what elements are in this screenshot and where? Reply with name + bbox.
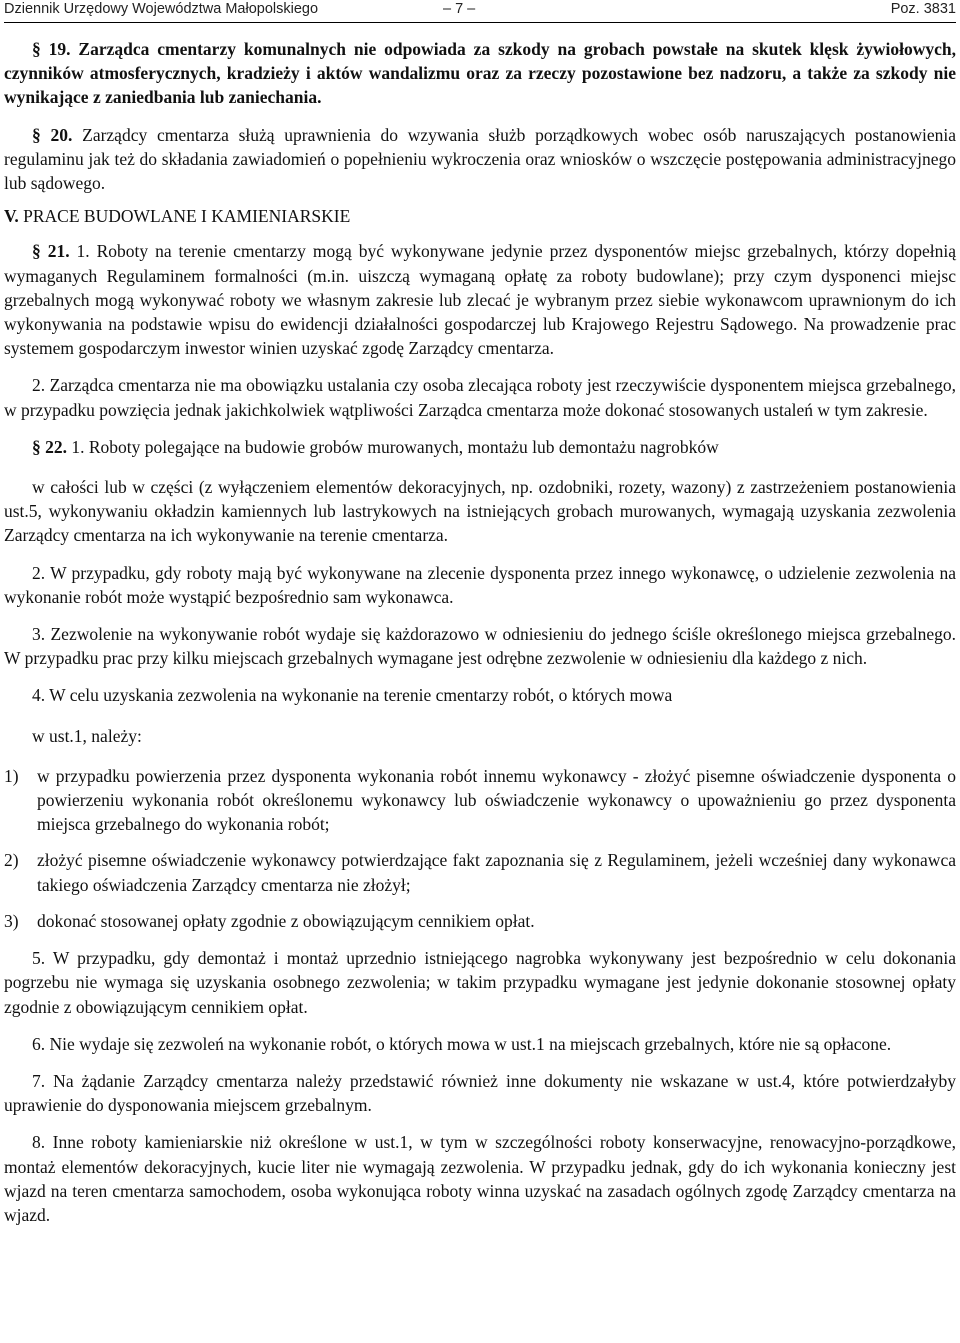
paragraph-21-1-text: 1. Roboty na terenie cmentarzy mogą być wykonywane jedynie przez dysponentów miejsc grzebalnych, którzy dopełnią wymaganych Regulaminem formalności (m.in. uiszczą wymaganą opłatę za roboty budowlane); przy czym dysponenci miejsc grzebalnych mogą wykonywać roboty we własnym zakresie lub zlecać je wybranym przez siebie wykonawcom uprawnionym do ich wykonywania na podstawie wpisu do ewidencji działalności gospodarczej lub Krajowego Rejestru Sądowego. Na prowadzenie prac systemem gospodarczym inwestor winien uzyskać zgodę Zarządcy cmentarza.	[4, 241, 957, 359]
list-item-number: 3)	[4, 910, 19, 931]
list-item-number: 2)	[4, 850, 19, 871]
paragraph-19-number: § 19.	[32, 39, 71, 59]
paragraph-22-1a	[4, 435, 956, 459]
paragraph-21-2: 2. Zarządca cmentarza nie ma obowiązku ustalania czy osoba zlecająca roboty jest rzeczywiście dysponentem miejsca grzebalnego, w przypadku powzięcia jednak jakichkolwiek wątpliwości Zarządca cmentarza może dokonać stosowanych ustaleń w tym zakresie.	[4, 375, 956, 420]
document-body	[4, 37, 956, 1227]
paragraph-21-number: § 21.	[32, 241, 70, 262]
list-item-text: w przypadku powierzenia przez dysponenta wykonania robót innemu wykonawcy - złożyć pisemne oświadczenie dysponenta o powierzeniu wykonania robót określonemu wykonawcy lub oświadczenie wykonawcy o upoważnieniu go przez dysponenta miejsca grzebalnego do wykonania robót;	[37, 765, 956, 835]
section-title: PRACE BUDOWLANE I KAMIENIARSKIE	[23, 206, 351, 227]
list-item-text: złożyć pisemne oświadczenie wykonawcy potwierdzające fakt zapoznania się z Regulaminem, jeżeli wcześniej dany wykonawca takiego oświadczenia Zarządcy cmentarza nie złożył;	[37, 850, 956, 895]
paragraph-22-5: 5. W przypadku, gdy demontaż i montaż uprzednio istniejącego nagrobka wykonywany jest bezpośrednio w celu dokonania pogrzebu nie wymaga się uzyskania osobnego zezwolenia; w takim przypadku wymagane jest jedynie dokonanie stosownej opłaty zgodnie z obowiązującym cennikiem opłat.	[4, 948, 956, 1017]
list-item-text: dokonać stosowanej opłaty zgodnie z obowiązującym cennikiem opłat.	[37, 910, 535, 931]
paragraph-20	[4, 123, 956, 196]
list-item	[4, 764, 956, 837]
section-heading	[4, 204, 956, 228]
paragraph-22-2: 2. W przypadku, gdy roboty mają być wykonywane na zlecenie dysponenta przez innego wykonawcę, o udzielenie zezwolenia na wykonanie robót może wystąpić bezpośrednio sam wykonawca.	[4, 562, 956, 607]
paragraph-22-number: § 22.	[32, 436, 67, 457]
paragraph-22-3: 3. Zezwolenie na wykonywanie robót wydaje się każdorazowo w odniesieniu do jednego ściśle określonego miejsca grzebalnego. W przypadku prac przy kilku miejscach grzebalnych wymagane jest odrębne zezwolenie w odniesieniu dla każdego z nich.	[4, 624, 956, 669]
paragraph-22-4b: w ust.1, należy:	[32, 725, 142, 746]
paragraph-19-text: Zarządca cmentarzy komunalnych nie odpowiada za szkody na grobach powstałe na skutek klęsk żywiołowych, czynników atmosferycznych, kradzieży i aktów wandalizmu oraz za rzeczy pozostawione bez nadzoru, a także za szkody nie wynikające z zaniedbania lub zaniechania.	[4, 39, 957, 108]
page-number: – 7 –	[443, 1, 476, 17]
journal-title: Dziennik Urzędowy Województwa Małopolskiego	[4, 1, 319, 17]
paragraph-20-text: Zarządcy cmentarza służą uprawnienia do wzywania służb porządkowych wobec osób naruszających postanowienia regulaminu jak też do składania zawiadomień o popełnieniu wykroczenia oraz wniosków o wszczęcie postępowania administracyjnego lub sądowego.	[4, 124, 957, 194]
paragraph-20-number: § 20.	[32, 124, 73, 145]
paragraph-19	[4, 37, 956, 110]
paragraph-22-6: 6. Nie wydaje się zezwoleń na wykonanie robót, o których mowa w ust.1 na miejscach grzebalnych, które nie są opłacone.	[32, 1033, 892, 1054]
list-item	[4, 909, 956, 933]
position-number: Poz. 3831	[890, 1, 956, 17]
list-item	[4, 848, 956, 896]
paragraph-22-1b: w całości lub w części (z wyłączeniem elementów dekoracyjnych, np. ozdobniki, rozety, wazony) z zastrzeżeniem postanowienia ust.5, wykonywaniu okładzin kamiennych lub lastrykowych na istniejących grobach murowanych, wymagają uzyskania zezwolenia Zarządcy cmentarza na ich wykonywanie na terenie cmentarza.	[4, 477, 956, 546]
page-header	[4, 0, 956, 23]
paragraph-22-8: 8. Inne roboty kamieniarskie niż określone w ust.1, w tym w szczególności roboty konserwacyjne, renowacyjno-porządkowe, montaż elementów dekoracyjnych, kucie liter nie wymagają zezwolenia. W przypadku jednak, gdy do ich wykonania konieczny jest wjazd na teren cmentarza samochodem, osoba wykonująca roboty winna uzyskać na zasadach ogólnych zgodę Zarządcy cmentarza na wjazd.	[4, 1132, 956, 1225]
paragraph-22-7: 7. Na żądanie Zarządcy cmentarza należy przedstawić również inne dokumenty nie wskazane w ust.4, które potwierdzałyby uprawienie do dysponowania miejscem grzebalnym.	[4, 1070, 956, 1116]
paragraph-22-1a-text: 1. Roboty polegające na budowie grobów murowanych, montażu lub demontażu nagrobków	[71, 436, 719, 457]
list-item-number: 1)	[4, 765, 19, 786]
section-number: V.	[4, 206, 19, 227]
paragraph-21-1	[4, 239, 956, 360]
paragraph-22-4a: 4. W celu uzyskania zezwolenia na wykonanie na terenie cmentarzy robót, o których mowa	[32, 685, 673, 706]
